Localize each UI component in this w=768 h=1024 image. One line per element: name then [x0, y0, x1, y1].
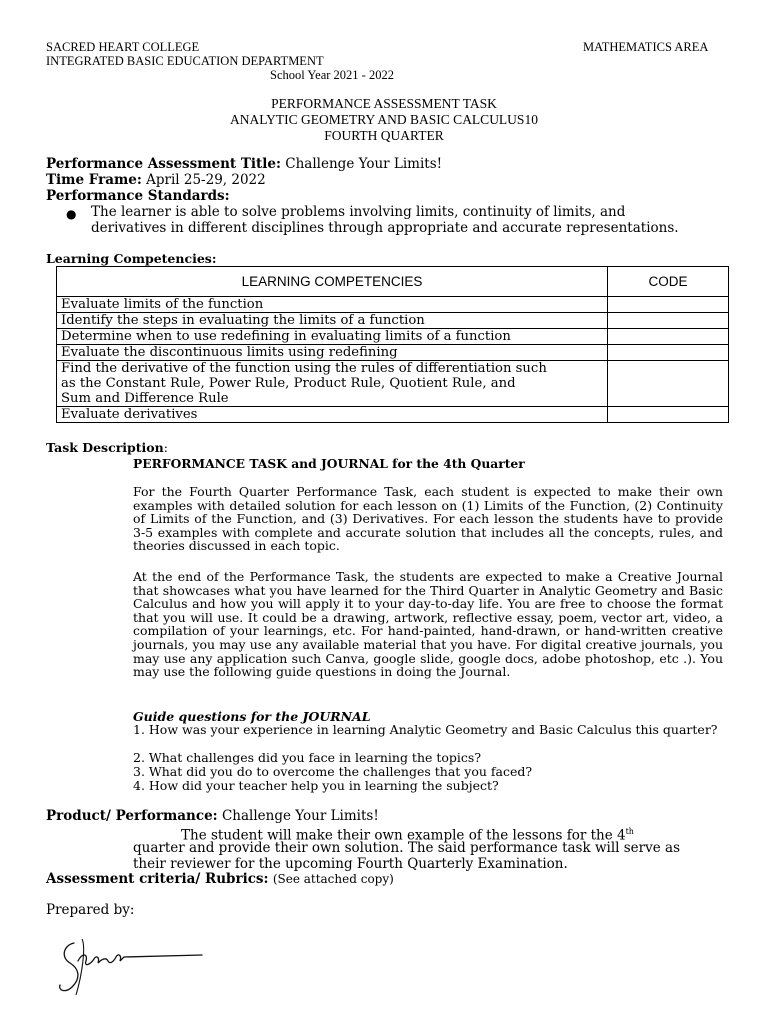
code-cell	[608, 407, 729, 423]
product-row	[46, 808, 379, 824]
standard-line2: derivatives in different disciplines through appropriate and accurate representations.	[91, 220, 679, 236]
time-frame-row	[46, 172, 266, 188]
col-code-header: CODE	[608, 267, 729, 297]
col-competency-header: LEARNING COMPETENCIES	[57, 267, 608, 297]
product-line3: their reviewer for the upcoming Fourth Quarterly Examination.	[133, 856, 568, 872]
doc-title-line2: ANALYTIC GEOMETRY AND BASIC CALCULUS10	[230, 112, 538, 127]
table-row	[57, 407, 729, 423]
competency-cell: Determine when to use redefining in evaluating limits of a function	[57, 329, 608, 345]
task-label-colon: :	[163, 440, 168, 455]
code-cell	[608, 313, 729, 329]
department-name: INTEGRATED BASIC EDUCATION DEPARTMENT	[46, 54, 324, 68]
competency-cell: Evaluate derivatives	[57, 407, 608, 423]
table-row	[57, 361, 729, 407]
guide-question-3: 3. What did you do to overcome the challenges that you faced?	[133, 764, 533, 779]
pa-title-row	[46, 156, 442, 172]
prepared-by: Prepared by:	[46, 902, 135, 918]
table-row	[57, 313, 729, 329]
product-line1-sup: th	[625, 827, 634, 836]
competency-line: as the Constant Rule, Power Rule, Product Rule, Quotient Rule, and	[61, 376, 516, 391]
school-name: SACRED HEART COLLEGE	[46, 40, 200, 54]
product-value: Challenge Your Limits!	[221, 808, 379, 824]
code-cell	[608, 329, 729, 345]
area-name: MATHEMATICS AREA	[583, 40, 709, 54]
standards-label: Performance Standards:	[46, 188, 230, 204]
competency-cell: Evaluate the discontinuous limits using redefining	[57, 345, 608, 361]
code-cell	[608, 297, 729, 313]
task-paragraph-2: At the end of the Performance Task, the students are expected to make a Creative Journal that showcases what you have learned for the Third Quarter in Analytic Geometry and Basic Calculus and how you will apply it to your day-to-day life. You are free to choose the format that you will use. It could be a drawing, artwork, reflective essay, poem, vector art, video, a compilation of your learnings, etc. For hand-painted, hand-drawn, or hand-written creative journals, you may use any available material that you have. For digital creative journals, you may use any application such Canva, google slide, google docs, adobe photoshop, etc .). You may use the following guide questions in doing the Journal.	[133, 569, 723, 680]
guide-question-2: 2. What challenges did you face in learning the topics?	[133, 750, 482, 765]
table-row	[57, 345, 729, 361]
assessment-row	[46, 871, 394, 887]
assessment-value: (See attached copy)	[272, 872, 394, 886]
guide-question-4: 4. How did your teacher help you in learning the subject?	[133, 778, 499, 793]
competencies-table	[56, 266, 729, 423]
competency-cell: Evaluate limits of the function	[57, 297, 608, 313]
pa-title-value: Challenge Your Limits!	[285, 156, 443, 172]
competencies-label: Learning Competencies:	[46, 251, 217, 266]
table-row	[57, 329, 729, 345]
code-cell	[608, 345, 729, 361]
competency-line: Find the derivative of the function using the rules of differentiation such	[61, 361, 547, 376]
school-year: School Year 2021 - 2022	[270, 68, 394, 82]
doc-title-line3: FOURTH QUARTER	[324, 128, 444, 143]
bullet-icon: ●	[66, 207, 77, 221]
competency-cell-multiline	[57, 361, 608, 407]
table-header-row	[57, 267, 729, 297]
pa-title-label: Performance Assessment Title:	[46, 156, 281, 172]
product-line1-text: The student will make their own example of the lessons for the 4	[181, 827, 626, 844]
task-heading: PERFORMANCE TASK and JOURNAL for the 4th Quarter	[133, 456, 525, 471]
time-frame-value: April 25-29, 2022	[146, 172, 266, 188]
task-label: Task Description	[46, 440, 164, 455]
doc-title-line1: PERFORMANCE ASSESSMENT TASK	[271, 96, 497, 111]
task-paragraph-1: For the Fourth Quarter Performance Task, each student is expected to make their own examples with detailed solution for each lesson on (1) Limits of the Function, (2) Continuity of Limits of the Function, and (3) Derivatives. For each lesson the students have to provide 3-5 examples with complete and accurate solution that includes all the concepts, rules, and theories discussed in each topic.	[133, 484, 723, 554]
product-line2: quarter and provide their own solution. The said performance task will serve as	[133, 840, 681, 856]
signature-icon	[52, 935, 212, 1005]
competency-line: Sum and Difference Rule	[61, 391, 229, 406]
time-frame-label: Time Frame:	[46, 172, 142, 188]
guide-heading: Guide questions for the JOURNAL	[133, 709, 371, 724]
competency-cell: Identify the steps in evaluating the limits of a function	[57, 313, 608, 329]
guide-question-1: 1. How was your experience in learning Analytic Geometry and Basic Calculus this quarter?	[133, 722, 718, 737]
assessment-label: Assessment criteria/ Rubrics:	[46, 871, 269, 887]
standard-line1: The learner is able to solve problems involving limits, continuity of limits, and	[91, 204, 626, 220]
product-label: Product/ Performance:	[46, 808, 218, 824]
table-row	[57, 297, 729, 313]
code-cell	[608, 361, 729, 407]
task-label-row	[46, 440, 168, 456]
